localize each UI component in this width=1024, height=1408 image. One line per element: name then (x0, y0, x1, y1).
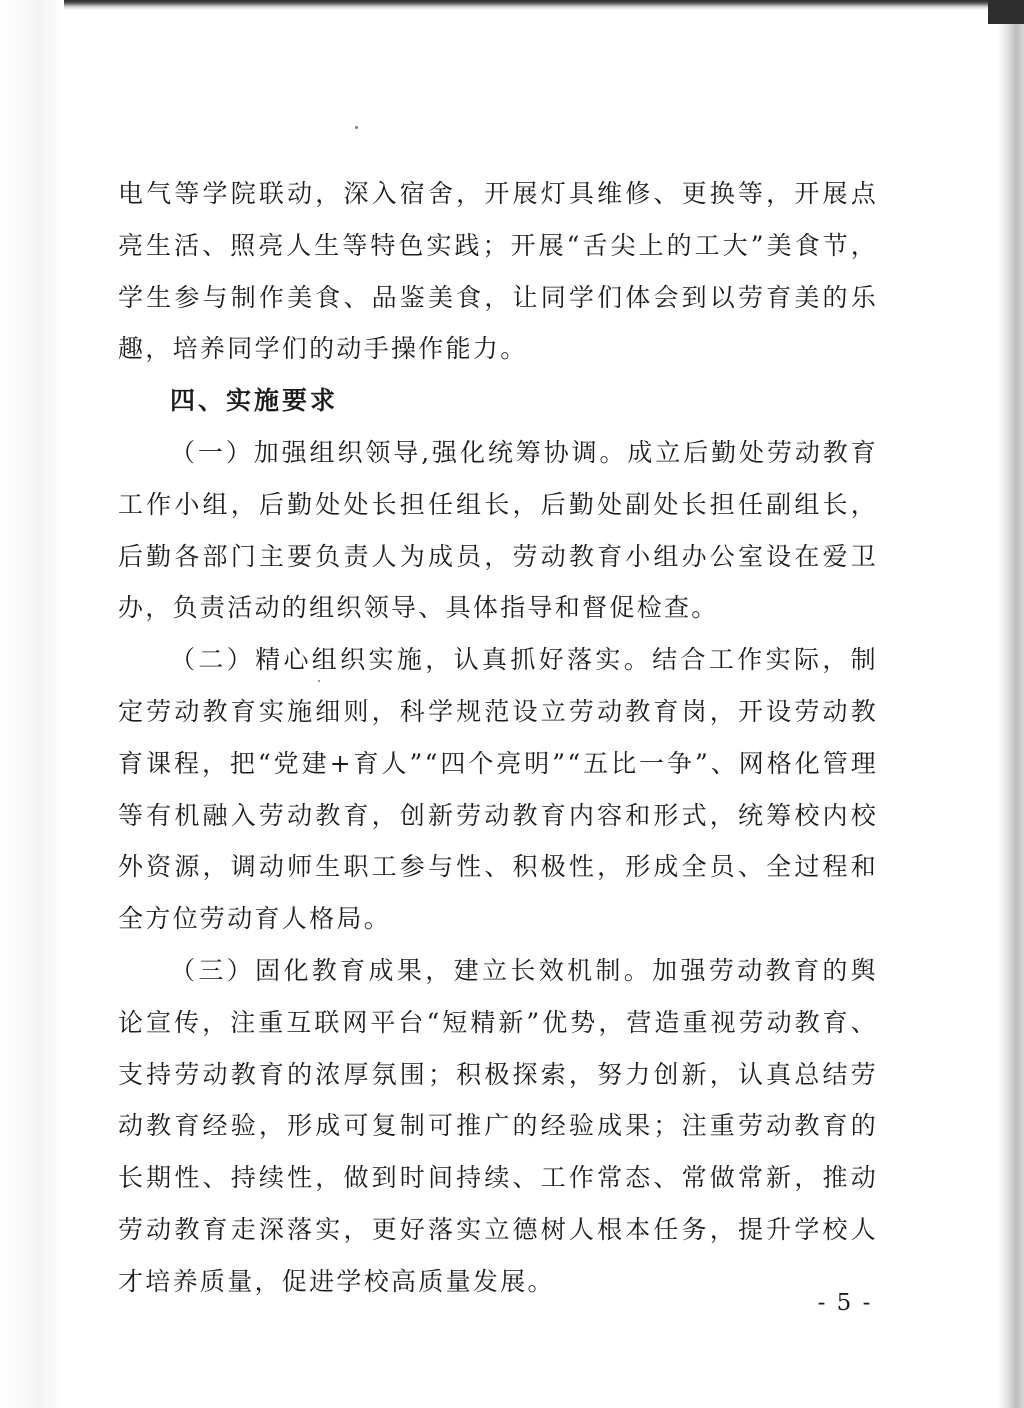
document-body (118, 168, 878, 1308)
paragraph-item-3: （三）固化教育成果，建立长效机制。加强劳动教育的舆论宣传，注重互联网平台“短精新”优势，营造重视劳动教育、支持劳动教育的浓厚氛围；积极探索，努力创新，认真总结劳动教育经验，形成可复制可推广的经验成果；注重劳动教育的长期性、持续性，做到时间持续、工作常态、常做常新，推动劳动教育走深落实，更好落实立德树人根本任务，提升学校人才培养质量，促进学校高质量发展。 (118, 955, 878, 1296)
paragraph-item-1: （一）加强组织领导,强化统筹协调。成立后勤处劳动教育工作小组，后勤处处长担任组长，后勤处副处长担任副组长，后勤各部门主要负责人为成员，劳动教育小组办公室设在爱卫办，负责活动的组织领导、具体指导和督促检查。 (118, 437, 878, 623)
scan-corner-shadow (988, 0, 1024, 24)
scan-left-shadow (0, 0, 64, 1408)
scan-top-edge (0, 0, 1024, 10)
section-heading: 四、实施要求 (170, 386, 339, 416)
scan-right-edge (998, 0, 1024, 1408)
paragraph-continuation: 电气等学院联动，深入宿舍，开展灯具维修、更换等，开展点亮生活、照亮人生等特色实践；开展“舌尖上的工大”美食节，学生参与制作美食、品鉴美食，让同学们体会到以劳育美的乐趣，培养同学们的动手操作能力。 (118, 179, 878, 364)
paragraph-item-2: （二）精心组织实施，认真抓好落实。结合工作实际，制定劳动教育实施细则，科学规范设立劳动教育岗，开设劳动教育课程，把“党建+育人”“四个亮明”“五比一争”、网格化管理等有机融入劳动教育，创新劳动教育内容和形式，统筹校内校外资源，调动师生职工参与性、积极性，形成全员、全过程和全方位劳动育人格局。 (118, 645, 878, 934)
scan-speck (355, 126, 358, 129)
page-number: - 5 - (817, 1290, 873, 1316)
